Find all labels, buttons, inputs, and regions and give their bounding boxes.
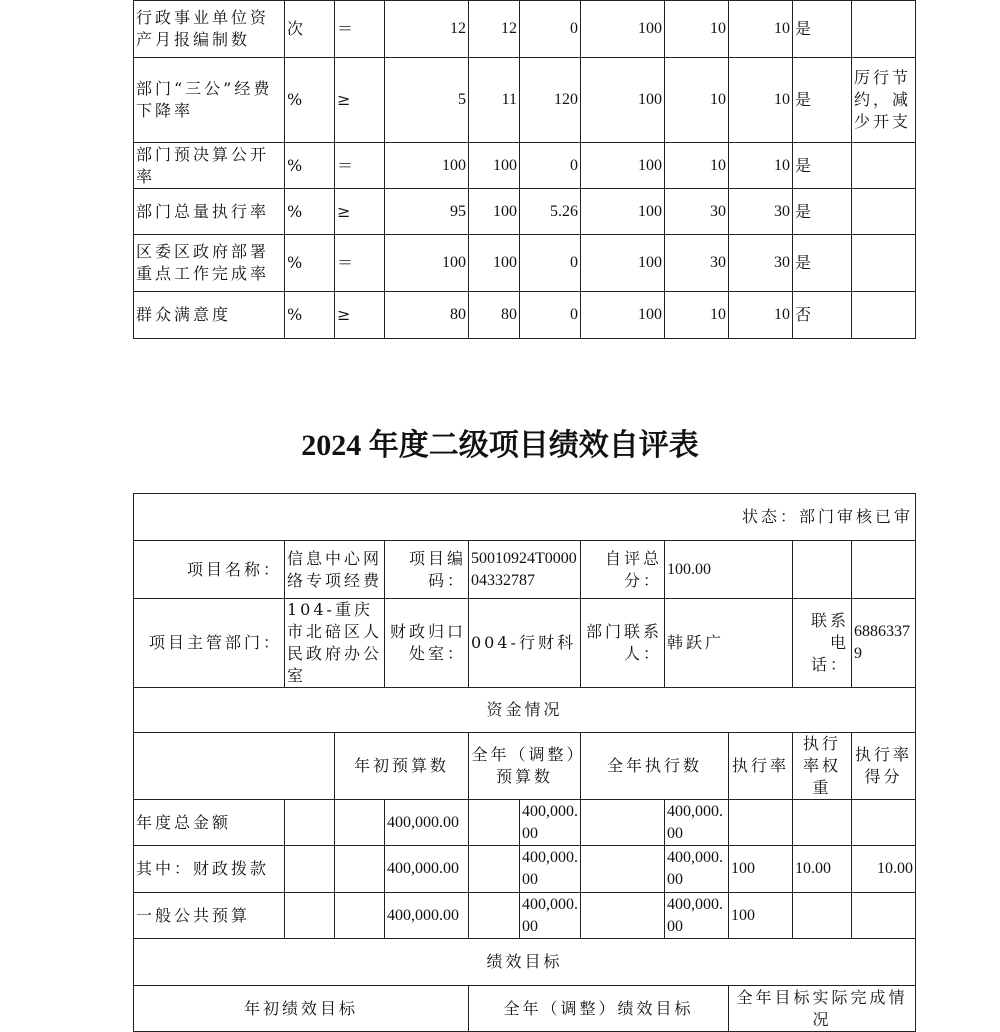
indicator-operator: ≥: [335, 58, 385, 143]
col-header-adjusted-budget: 全年（调整）预算数: [469, 733, 581, 800]
indicator-target: 100: [385, 235, 469, 292]
table-row: [134, 189, 916, 235]
indicator-deviation: 0: [520, 235, 581, 292]
indicator-weight: 10: [665, 58, 729, 143]
empty-cell: [285, 846, 335, 893]
indicator-operator: ＝: [335, 143, 385, 189]
project-code-value: 50010924T000004332787: [469, 541, 581, 599]
indicator-note: [852, 143, 916, 189]
indicator-target: 80: [385, 292, 469, 339]
indicator-unit: %: [285, 143, 335, 189]
indicator-note: [852, 1, 916, 58]
empty-cell: [581, 846, 665, 893]
indicator-note: [852, 235, 916, 292]
funds-exec-weight: [793, 893, 852, 939]
empty-cell: [335, 893, 385, 939]
table-row: [134, 800, 916, 846]
indicator-deviation: 0: [520, 292, 581, 339]
indicator-rate: 100: [581, 189, 665, 235]
indicator-operator: ＝: [335, 235, 385, 292]
indicator-target: 5: [385, 58, 469, 143]
finance-label: 财政归口处室：: [385, 599, 469, 688]
empty-cell: [469, 893, 520, 939]
indicator-actual: 100: [469, 235, 520, 292]
goals-col-adjusted: 全年（调整）绩效目标: [469, 986, 729, 1032]
indicator-achieved: 否: [793, 292, 852, 339]
funds-adjusted-budget: 400,000.00: [520, 800, 581, 846]
contact-value: 韩跃广: [665, 599, 793, 688]
indicator-unit: 次: [285, 1, 335, 58]
indicator-achieved: 是: [793, 189, 852, 235]
table-row: [134, 143, 916, 189]
indicator-weight: 30: [665, 235, 729, 292]
empty-cell: [335, 800, 385, 846]
funds-exec-score: 10.00: [852, 846, 916, 893]
indicator-deviation: 5.26: [520, 189, 581, 235]
empty-cell: [581, 893, 665, 939]
table-row: [134, 846, 916, 893]
indicator-name: 部门“三公”经费下降率: [134, 58, 285, 143]
table-row: [134, 58, 916, 143]
indicator-note: [852, 292, 916, 339]
indicator-score: 30: [729, 235, 793, 292]
indicator-weight: 10: [665, 292, 729, 339]
indicator-note: 厉行节约，减少开支: [852, 58, 916, 143]
indicator-score: 10: [729, 292, 793, 339]
finance-value: 004-行财科: [469, 599, 581, 688]
indicator-rate: 100: [581, 58, 665, 143]
indicator-weight: 10: [665, 1, 729, 58]
funds-exec-score: [852, 800, 916, 846]
page-title: 2024 年度二级项目绩效自评表: [301, 429, 699, 462]
goals-section-header: 绩效目标: [134, 939, 916, 986]
funds-row-label: 一般公共预算: [134, 893, 285, 939]
indicator-deviation: 0: [520, 1, 581, 58]
empty-cell: [469, 846, 520, 893]
indicator-name: 部门总量执行率: [134, 189, 285, 235]
indicator-actual: 100: [469, 143, 520, 189]
indicator-operator: ＝: [335, 1, 385, 58]
indicator-weight: 10: [665, 143, 729, 189]
funds-exec-rate: 100: [729, 893, 793, 939]
funds-section-header: 资金情况: [134, 688, 916, 733]
indicator-operator: ≥: [335, 189, 385, 235]
indicator-achieved: 是: [793, 1, 852, 58]
indicator-unit: %: [285, 189, 335, 235]
indicator-weight: 30: [665, 189, 729, 235]
indicator-rate: 100: [581, 235, 665, 292]
indicator-unit: %: [285, 58, 335, 143]
indicator-rate: 100: [581, 143, 665, 189]
funds-exec-weight: [793, 800, 852, 846]
funds-exec-score: [852, 893, 916, 939]
funds-executed: 400,000.00: [665, 893, 729, 939]
goals-col-initial: 年初绩效目标: [134, 986, 469, 1032]
phone-value: 68863379: [852, 599, 916, 688]
funds-adjusted-budget: 400,000.00: [520, 846, 581, 893]
funds-table-body: [134, 800, 916, 939]
indicator-target: 100: [385, 143, 469, 189]
project-eval-table: [133, 493, 916, 1032]
funds-executed: 400,000.00: [665, 846, 729, 893]
col-header-initial-budget: 年初预算数: [335, 733, 469, 800]
indicator-name: 区委区政府部署重点工作完成率: [134, 235, 285, 292]
status-badge: 状态：部门审核已审: [134, 494, 916, 541]
funds-initial-budget: 400,000.00: [385, 893, 469, 939]
indicator-actual: 11: [469, 58, 520, 143]
project-name-value: 信息中心网络专项经费: [285, 541, 385, 599]
funds-exec-rate: [729, 800, 793, 846]
indicator-actual: 80: [469, 292, 520, 339]
indicator-actual: 12: [469, 1, 520, 58]
indicator-score: 10: [729, 58, 793, 143]
indicator-rate: 100: [581, 1, 665, 58]
indicator-target: 95: [385, 189, 469, 235]
funds-row-label: 年度总金额: [134, 800, 285, 846]
self-score-value: 100.00: [665, 541, 793, 599]
indicator-achieved: 是: [793, 235, 852, 292]
empty-cell: [285, 800, 335, 846]
contact-label: 部门联系人：: [581, 599, 665, 688]
indicator-name: 群众满意度: [134, 292, 285, 339]
funds-executed: 400,000.00: [665, 800, 729, 846]
indicator-name: 部门预决算公开率: [134, 143, 285, 189]
indicator-target: 12: [385, 1, 469, 58]
col-header-exec-score: 执行率得分: [852, 733, 916, 800]
col-header-executed: 全年执行数: [581, 733, 729, 800]
table-row: [134, 235, 916, 292]
empty-cell: [852, 541, 916, 599]
funds-exec-rate: 100: [729, 846, 793, 893]
indicator-achieved: 是: [793, 58, 852, 143]
empty-cell: [285, 893, 335, 939]
funds-initial-budget: 400,000.00: [385, 800, 469, 846]
indicator-actual: 100: [469, 189, 520, 235]
funds-row-label: 其中：财政拨款: [134, 846, 285, 893]
dept-label: 项目主管部门：: [134, 599, 285, 688]
indicator-deviation: 120: [520, 58, 581, 143]
table-row: [134, 1, 916, 58]
indicator-note: [852, 189, 916, 235]
col-header-exec-weight: 执行率权重: [793, 733, 852, 800]
indicator-score: 10: [729, 143, 793, 189]
indicator-rate: 100: [581, 292, 665, 339]
table-row: [134, 292, 916, 339]
empty-cell: [134, 733, 335, 800]
col-header-exec-rate: 执行率: [729, 733, 793, 800]
indicator-operator: ≥: [335, 292, 385, 339]
empty-cell: [793, 541, 852, 599]
indicator-achieved: 是: [793, 143, 852, 189]
project-name-label: 项目名称：: [134, 541, 285, 599]
table-row: [134, 893, 916, 939]
phone-label: 联系电话：: [793, 599, 852, 688]
goals-col-actual: 全年目标实际完成情况: [729, 986, 916, 1032]
indicator-deviation: 0: [520, 143, 581, 189]
empty-cell: [581, 800, 665, 846]
indicator-table: [133, 0, 916, 339]
indicator-unit: %: [285, 235, 335, 292]
project-code-label: 项目编码：: [385, 541, 469, 599]
indicator-unit: %: [285, 292, 335, 339]
indicator-score: 30: [729, 189, 793, 235]
funds-adjusted-budget: 400,000.00: [520, 893, 581, 939]
empty-cell: [469, 800, 520, 846]
indicator-name: 行政事业单位资产月报编制数: [134, 1, 285, 58]
empty-cell: [335, 846, 385, 893]
dept-value: 104-重庆市北碚区人民政府办公室: [285, 599, 385, 688]
indicator-score: 10: [729, 1, 793, 58]
indicator-table-body: [134, 1, 916, 339]
funds-initial-budget: 400,000.00: [385, 846, 469, 893]
self-score-label: 自评总分：: [581, 541, 665, 599]
funds-exec-weight: 10.00: [793, 846, 852, 893]
